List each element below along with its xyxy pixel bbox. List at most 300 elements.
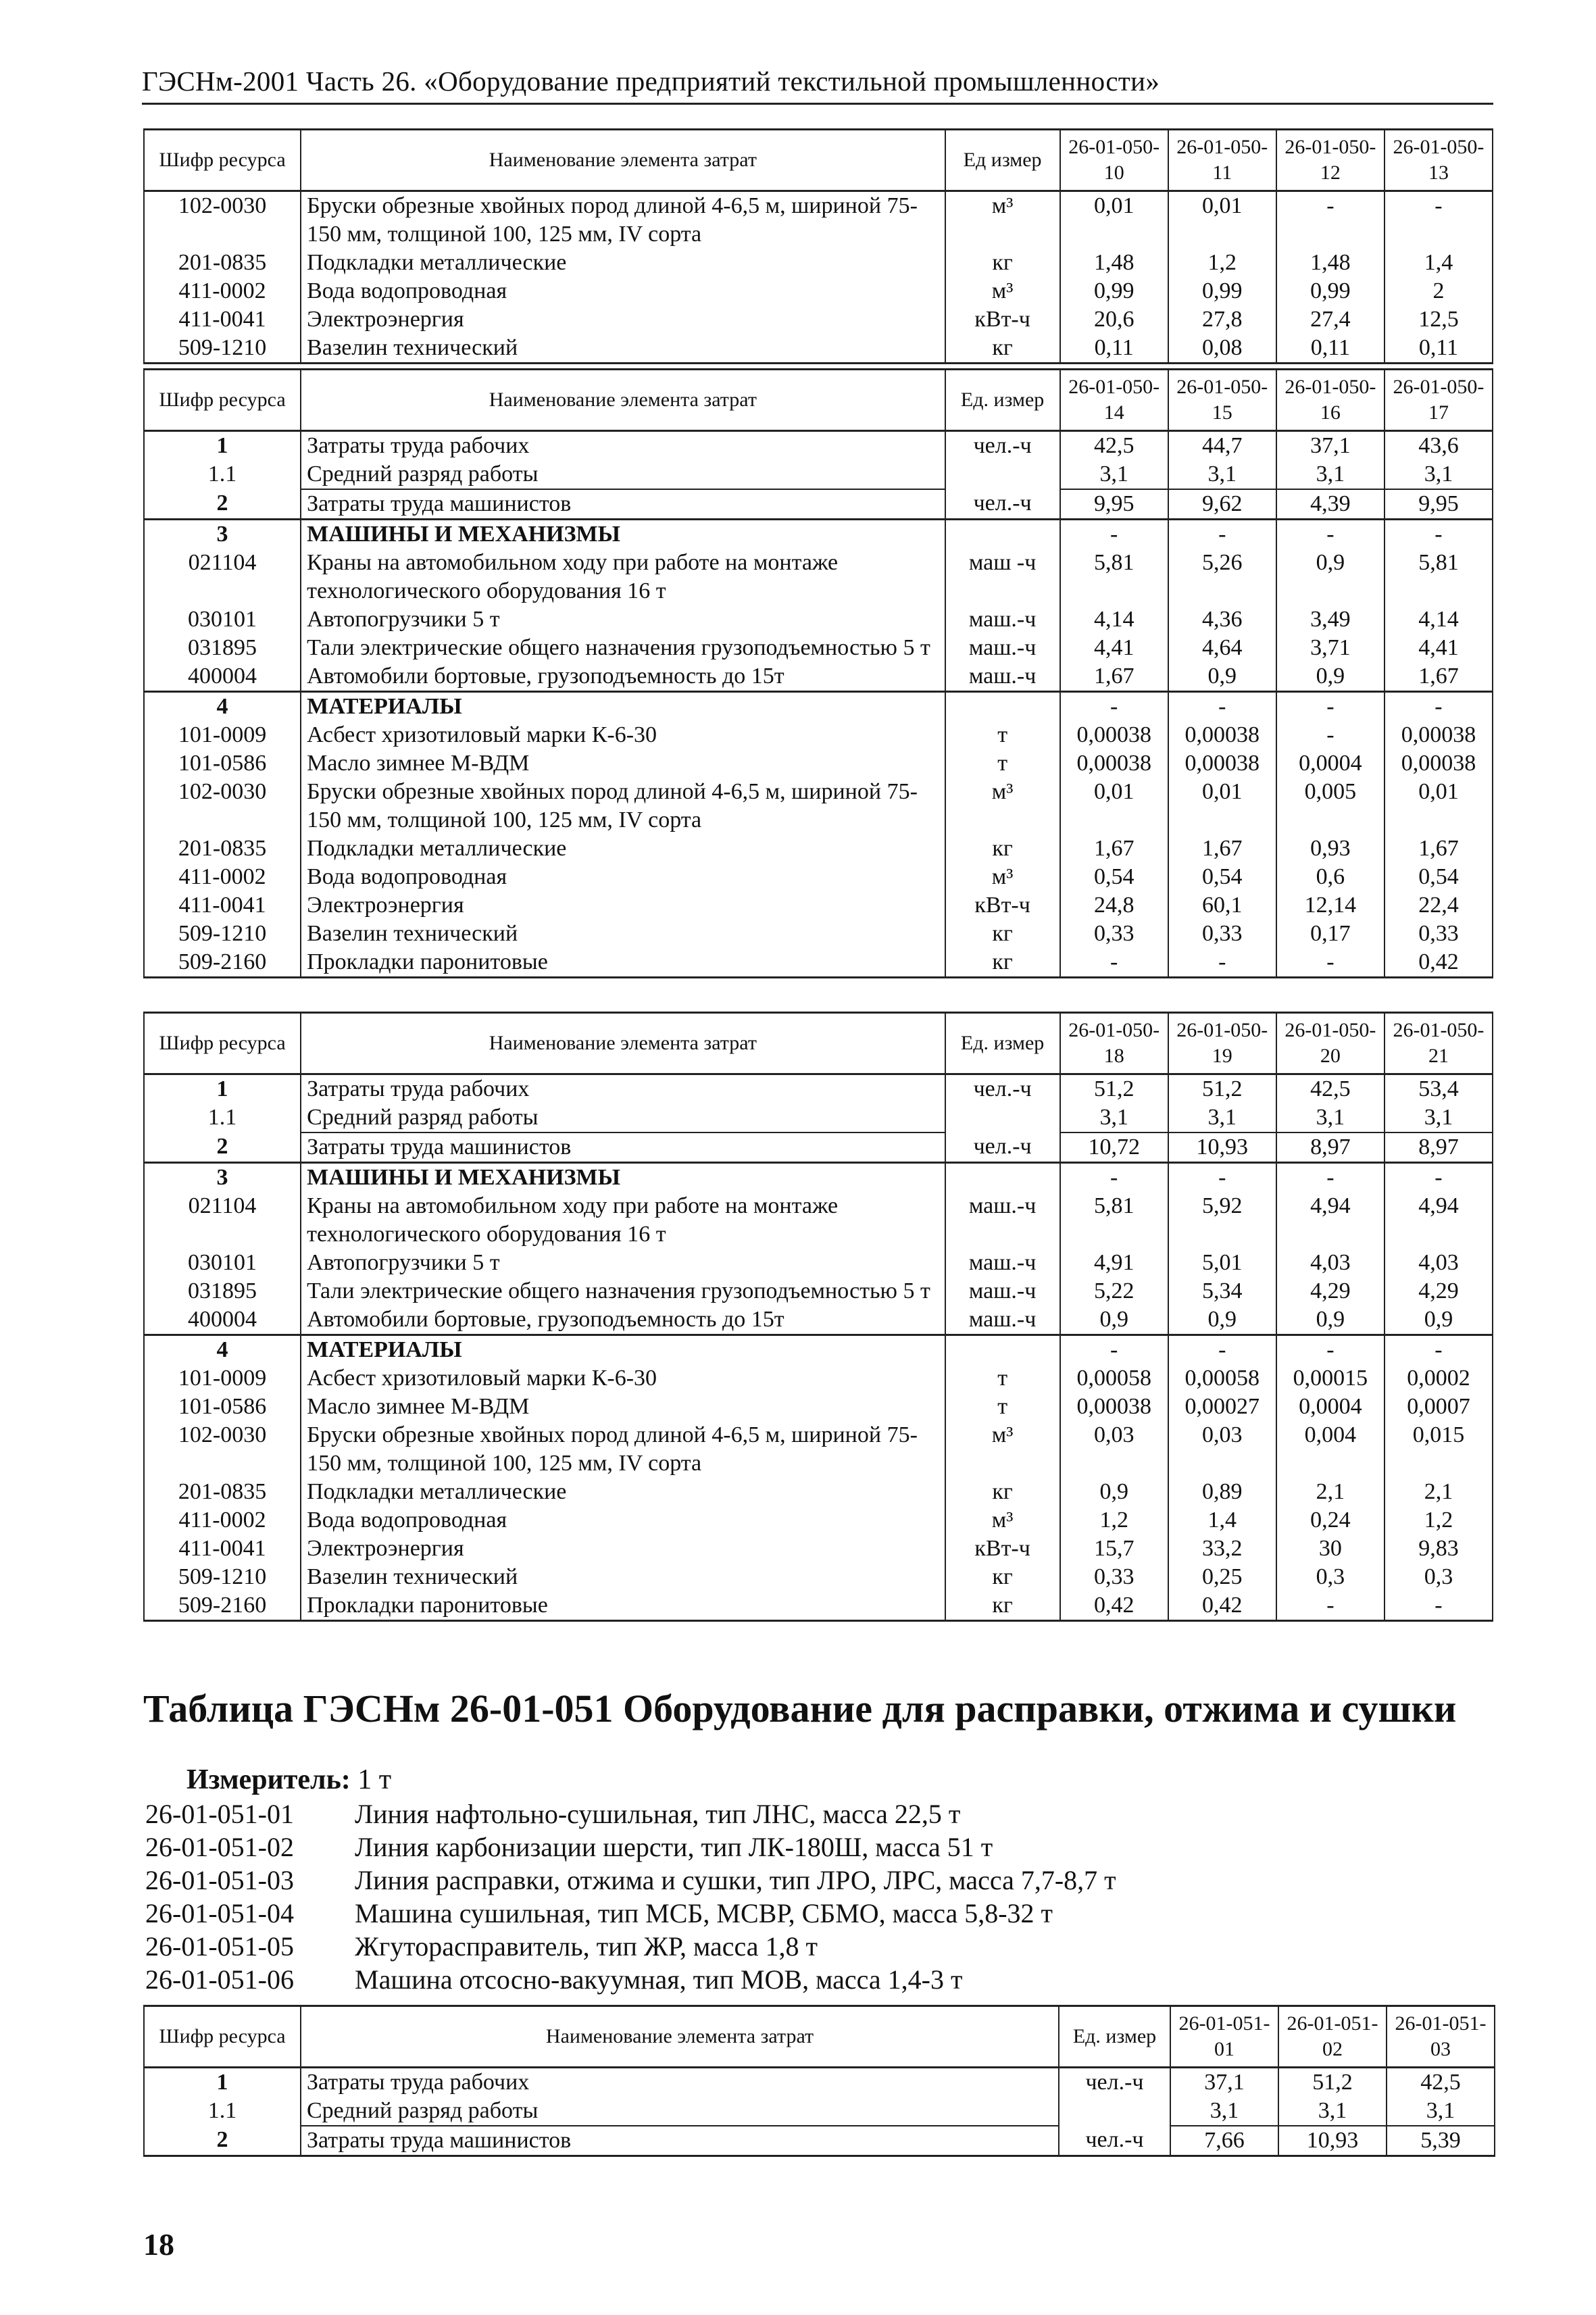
col-header-norm: 26-01-050-20 <box>1276 1013 1385 1074</box>
resource-unit <box>945 1163 1060 1193</box>
resource-name: Асбест хризотиловый марки К-6-30 <box>301 1364 945 1393</box>
norm-value: 0,11 <box>1385 334 1493 364</box>
table-row <box>144 1478 1493 1506</box>
resource-unit: маш.-ч <box>945 1192 1060 1249</box>
norm-value: 5,01 <box>1168 1249 1276 1277</box>
resource-code: 102-0030 <box>144 778 301 835</box>
resource-name: МАШИНЫ И МЕХАНИЗМЫ <box>301 1163 945 1193</box>
norm-value: 5,81 <box>1060 1192 1168 1249</box>
norm-value: 0,0002 <box>1385 1364 1493 1393</box>
resource-name: Бруски обрезные хвойных пород длиной 4-6,5 м, шириной 75-150 мм, толщиной 100, 125 мм, IV сорта <box>301 1421 945 1478</box>
meter-label: Измеритель: <box>186 1764 351 1795</box>
table-row <box>144 721 1493 749</box>
table-row <box>144 431 1493 461</box>
norm-value: 4,14 <box>1385 605 1493 634</box>
norm-code: 26-01-051-04 <box>145 1898 294 1928</box>
resource-unit: кг <box>945 334 1060 364</box>
norm-value: 0,3 <box>1385 1563 1493 1591</box>
norm-value: 33,2 <box>1168 1535 1276 1563</box>
norm-value: 5,81 <box>1385 549 1493 605</box>
table-row <box>144 1506 1493 1535</box>
table-header-row <box>144 2006 1495 2068</box>
norm-value: 0,0004 <box>1276 1393 1385 1421</box>
norm-value: 4,94 <box>1276 1192 1385 1249</box>
norm-value: 0,33 <box>1060 1563 1168 1591</box>
resource-code: 411-0002 <box>144 277 301 305</box>
resource-code: 101-0586 <box>144 1393 301 1421</box>
norm-value: 0,9 <box>1168 662 1276 692</box>
norm-value: 1,48 <box>1060 249 1168 277</box>
norm-value: 2 <box>1385 277 1493 305</box>
norm-value: 2,1 <box>1385 1478 1493 1506</box>
resource-unit: м³ <box>945 1506 1060 1535</box>
norm-value: 0,17 <box>1276 920 1385 948</box>
col-header-code: Шифр ресурса <box>144 1013 301 1074</box>
list-item <box>145 1831 1116 1864</box>
resource-code: 3 <box>144 520 301 549</box>
norm-value: 0,00038 <box>1060 721 1168 749</box>
norm-value: 0,9 <box>1276 549 1385 605</box>
col-header-unit: Ед. измер <box>945 1013 1060 1074</box>
norm-value: 5,34 <box>1168 1277 1276 1305</box>
resource-unit: маш.-ч <box>945 662 1060 692</box>
norm-value: 51,2 <box>1278 2068 1387 2097</box>
norm-value: 5,26 <box>1168 549 1276 605</box>
norm-value: 8,97 <box>1276 1132 1385 1163</box>
norm-value: 3,49 <box>1276 605 1385 634</box>
resource-code: 400004 <box>144 1305 301 1335</box>
resource-name: Автопогрузчики 5 т <box>301 605 945 634</box>
resource-code: 1 <box>144 1074 301 1104</box>
norm-value: 0,11 <box>1060 334 1168 364</box>
resource-code: 509-1210 <box>144 1563 301 1591</box>
resource-code: 101-0009 <box>144 721 301 749</box>
resource-name: МАТЕРИАЛЫ <box>301 1335 945 1365</box>
table-row <box>144 920 1493 948</box>
col-header-unit: Ед. измер <box>1059 2006 1170 2068</box>
col-header-norm: 26-01-050-10 <box>1060 130 1168 191</box>
norm-value: 0,33 <box>1060 920 1168 948</box>
resource-name: Средний разряд работы <box>301 2097 1059 2126</box>
norm-value: 0,6 <box>1276 863 1385 891</box>
norm-value: 0,11 <box>1276 334 1385 364</box>
resource-code: 1 <box>144 431 301 461</box>
col-header-norm: 26-01-050-21 <box>1385 1013 1493 1074</box>
table-row <box>144 1364 1493 1393</box>
resource-name: Автопогрузчики 5 т <box>301 1249 945 1277</box>
norm-value: 1,67 <box>1385 662 1493 692</box>
norm-value: - <box>1276 1163 1385 1193</box>
resource-name: МАТЕРИАЛЫ <box>301 692 945 722</box>
norm-code: 26-01-051-02 <box>145 1832 294 1862</box>
resource-unit: кг <box>945 920 1060 948</box>
table-row <box>144 1421 1493 1478</box>
norm-value: 4,29 <box>1276 1277 1385 1305</box>
resource-code: 031895 <box>144 1277 301 1305</box>
col-header-norm: 26-01-050-18 <box>1060 1013 1168 1074</box>
resource-code: 1.1 <box>144 2097 301 2126</box>
norm-value: 0,00038 <box>1168 721 1276 749</box>
norm-value: 0,54 <box>1168 863 1276 891</box>
norm-value: 1,67 <box>1168 835 1276 863</box>
resource-name: Средний разряд работы <box>301 460 945 489</box>
norm-value: 1,48 <box>1276 249 1385 277</box>
norm-value: 5,81 <box>1060 549 1168 605</box>
norm-value: - <box>1385 1335 1493 1365</box>
norm-value: 0,54 <box>1385 863 1493 891</box>
table-row <box>144 2068 1495 2097</box>
norm-value: 0,0007 <box>1385 1393 1493 1421</box>
resource-unit: маш.-ч <box>945 634 1060 662</box>
norm-value: 0,9 <box>1385 1305 1493 1335</box>
resource-name: Затраты труда машинистов <box>301 1132 945 1163</box>
norm-value: 3,1 <box>1387 2097 1495 2126</box>
resource-name: Электроэнергия <box>301 305 945 334</box>
norm-value: 42,5 <box>1387 2068 1495 2097</box>
resource-name: Средний разряд работы <box>301 1103 945 1132</box>
resource-code: 4 <box>144 692 301 722</box>
table-row <box>144 520 1493 549</box>
norm-value: 51,2 <box>1168 1074 1276 1104</box>
resource-name: Краны на автомобильном ходу при работе на монтаже технологического оборудования 16 т <box>301 549 945 605</box>
norm-value: - <box>1276 692 1385 722</box>
norm-value: 3,1 <box>1276 460 1385 489</box>
resource-name: Затраты труда машинистов <box>301 2126 1059 2156</box>
norm-value: - <box>1385 191 1493 249</box>
norm-value: 0,00058 <box>1060 1364 1168 1393</box>
page-number: 18 <box>143 2227 174 2262</box>
norm-value: 0,005 <box>1276 778 1385 835</box>
resource-name: Подкладки металлические <box>301 249 945 277</box>
col-header-norm: 26-01-050-17 <box>1385 370 1493 431</box>
col-header-norm: 26-01-051-01 <box>1170 2006 1278 2068</box>
resource-name: Бруски обрезные хвойных пород длиной 4-6,5 м, шириной 75-150 мм, толщиной 100, 125 мм, IV сорта <box>301 778 945 835</box>
list-item <box>145 1797 1116 1831</box>
resource-code: 1.1 <box>144 460 301 489</box>
col-header-norm: 26-01-050-15 <box>1168 370 1276 431</box>
norm-value: 10,93 <box>1278 2126 1387 2156</box>
norm-value: 3,1 <box>1276 1103 1385 1132</box>
norm-value: - <box>1168 948 1276 978</box>
table-row <box>144 863 1493 891</box>
norm-text: Жгуторасправитель, тип ЖР, масса 1,8 т <box>355 1931 818 1962</box>
norm-value: 0,93 <box>1276 835 1385 863</box>
resource-code: 201-0835 <box>144 835 301 863</box>
table-row <box>144 2097 1495 2126</box>
norm-value: 7,66 <box>1170 2126 1278 2156</box>
resource-code: 201-0835 <box>144 249 301 277</box>
norm-value: 4,94 <box>1385 1192 1493 1249</box>
norm-value: 0,00038 <box>1168 749 1276 778</box>
resource-unit: кг <box>945 1563 1060 1591</box>
norm-value: 0,0004 <box>1276 749 1385 778</box>
norm-value: 4,14 <box>1060 605 1168 634</box>
norm-value: 0,01 <box>1385 778 1493 835</box>
norm-value: 0,9 <box>1276 662 1385 692</box>
norm-value: 60,1 <box>1168 891 1276 920</box>
table-row <box>144 1163 1493 1193</box>
resource-code: 509-1210 <box>144 334 301 364</box>
norm-value: 9,62 <box>1168 489 1276 520</box>
col-header-unit: Ед измер <box>945 130 1060 191</box>
header-rule <box>142 103 1493 105</box>
norm-value: 0,9 <box>1060 1305 1168 1335</box>
resource-name: Масло зимнее М-ВДМ <box>301 1393 945 1421</box>
norm-value: - <box>1060 1163 1168 1193</box>
resource-name: Масло зимнее М-ВДМ <box>301 749 945 778</box>
resource-table-050-14-17 <box>143 368 1493 978</box>
resource-code: 411-0002 <box>144 1506 301 1535</box>
norm-value: 0,00058 <box>1168 1364 1276 1393</box>
col-header-code: Шифр ресурса <box>144 2006 301 2068</box>
norm-value: - <box>1060 520 1168 549</box>
resource-code: 102-0030 <box>144 191 301 249</box>
resource-code: 1 <box>144 2068 301 2097</box>
resource-code: 4 <box>144 1335 301 1365</box>
table-row <box>144 891 1493 920</box>
resource-unit <box>945 460 1060 489</box>
norm-text: Линия расправки, отжима и сушки, тип ЛРО, ЛРС, масса 7,7-8,7 т <box>355 1865 1116 1895</box>
norm-value: 5,92 <box>1168 1192 1276 1249</box>
norm-value: 24,8 <box>1060 891 1168 920</box>
resource-name: Затраты труда машинистов <box>301 489 945 520</box>
table-row <box>144 191 1493 249</box>
resource-code: 021104 <box>144 1192 301 1249</box>
resource-name: Вазелин технический <box>301 1563 945 1591</box>
norm-value: 1,4 <box>1168 1506 1276 1535</box>
norm-value: 3,1 <box>1170 2097 1278 2126</box>
norm-value: 0,99 <box>1060 277 1168 305</box>
col-header-norm: 26-01-051-02 <box>1278 2006 1387 2068</box>
col-header-norm: 26-01-050-11 <box>1168 130 1276 191</box>
norm-value: - <box>1276 191 1385 249</box>
table-row <box>144 1074 1493 1104</box>
table-row <box>144 1103 1493 1132</box>
resource-code: 101-0009 <box>144 1364 301 1393</box>
norm-value: 0,3 <box>1276 1563 1385 1591</box>
resource-code: 201-0835 <box>144 1478 301 1506</box>
resource-unit <box>1059 2097 1170 2126</box>
resource-unit: кг <box>945 835 1060 863</box>
norm-code: 26-01-051-05 <box>145 1931 294 1962</box>
norm-code: 26-01-051-06 <box>145 1964 294 1995</box>
resource-code: 509-1210 <box>144 920 301 948</box>
norm-value: 0,25 <box>1168 1563 1276 1591</box>
norm-value: 0,42 <box>1385 948 1493 978</box>
col-header-norm: 26-01-050-14 <box>1060 370 1168 431</box>
norm-code: 26-01-051-03 <box>145 1865 294 1895</box>
norm-value: 10,93 <box>1168 1132 1276 1163</box>
table-row <box>144 749 1493 778</box>
norm-text: Машина отсосно-вакуумная, тип МОВ, масса 1,4-3 т <box>355 1964 963 1995</box>
norm-value: 1,2 <box>1168 249 1276 277</box>
resource-unit: кг <box>945 249 1060 277</box>
norm-value: - <box>1276 520 1385 549</box>
norm-value: 9,95 <box>1385 489 1493 520</box>
norm-value: 3,1 <box>1168 460 1276 489</box>
norm-value: 42,5 <box>1060 431 1168 461</box>
norm-value: 0,9 <box>1060 1478 1168 1506</box>
resource-name: Прокладки паронитовые <box>301 1591 945 1621</box>
table-row <box>144 692 1493 722</box>
resource-code: 030101 <box>144 605 301 634</box>
norm-value: 4,29 <box>1385 1277 1493 1305</box>
norm-value: - <box>1060 948 1168 978</box>
resource-code: 2 <box>144 1132 301 1163</box>
resource-code: 509-2160 <box>144 948 301 978</box>
norm-value: 0,01 <box>1168 191 1276 249</box>
resource-name: Вазелин технический <box>301 920 945 948</box>
norm-value: 0,33 <box>1385 920 1493 948</box>
resource-name: Затраты труда рабочих <box>301 431 945 461</box>
resource-unit: м³ <box>945 1421 1060 1478</box>
table-row <box>144 662 1493 692</box>
resource-table-051-01-03 <box>143 2005 1495 2157</box>
resource-unit <box>945 520 1060 549</box>
norm-value: 2,1 <box>1276 1478 1385 1506</box>
norm-text: Линия нафтольно-сушильная, тип ЛНС, масса 22,5 т <box>355 1799 961 1829</box>
norm-value: 1,4 <box>1385 249 1493 277</box>
table-row <box>144 948 1493 978</box>
resource-code: 101-0586 <box>144 749 301 778</box>
col-header-norm: 26-01-051-03 <box>1387 2006 1495 2068</box>
norm-value: 44,7 <box>1168 431 1276 461</box>
norm-value: 53,4 <box>1385 1074 1493 1104</box>
norm-value: 0,99 <box>1168 277 1276 305</box>
col-header-unit: Ед. измер <box>945 370 1060 431</box>
resource-name: Электроэнергия <box>301 1535 945 1563</box>
resource-unit: маш -ч <box>945 549 1060 605</box>
norm-code: 26-01-051-01 <box>145 1799 294 1829</box>
norm-list <box>145 1797 1116 1996</box>
norm-value: 5,22 <box>1060 1277 1168 1305</box>
resource-unit: чел.-ч <box>945 489 1060 520</box>
resource-unit: чел.-ч <box>945 1132 1060 1163</box>
table-row <box>144 1132 1493 1163</box>
norm-value: - <box>1385 692 1493 722</box>
table-row <box>144 2126 1495 2156</box>
resource-code: 509-2160 <box>144 1591 301 1621</box>
col-header-name: Наименование элемента затрат <box>301 370 945 431</box>
resource-code: 411-0041 <box>144 305 301 334</box>
col-header-norm: 26-01-050-19 <box>1168 1013 1276 1074</box>
resource-code: 411-0041 <box>144 1535 301 1563</box>
norm-value: 43,6 <box>1385 431 1493 461</box>
resource-code: 031895 <box>144 634 301 662</box>
norm-value: 4,03 <box>1276 1249 1385 1277</box>
norm-value: 4,39 <box>1276 489 1385 520</box>
table-row <box>144 634 1493 662</box>
resource-unit <box>945 1335 1060 1365</box>
norm-value: 3,1 <box>1278 2097 1387 2126</box>
resource-unit: м³ <box>945 778 1060 835</box>
resource-unit: кг <box>945 948 1060 978</box>
resource-code: 1.1 <box>144 1103 301 1132</box>
resource-unit: кВт-ч <box>945 305 1060 334</box>
norm-value: - <box>1168 1163 1276 1193</box>
resource-unit: т <box>945 1364 1060 1393</box>
resource-code: 411-0002 <box>144 863 301 891</box>
resource-name: Вода водопроводная <box>301 863 945 891</box>
resource-name: Вода водопроводная <box>301 277 945 305</box>
norm-value: 3,1 <box>1168 1103 1276 1132</box>
norm-value: 10,72 <box>1060 1132 1168 1163</box>
norm-value: 9,95 <box>1060 489 1168 520</box>
norm-value: 4,41 <box>1385 634 1493 662</box>
norm-value: 0,00027 <box>1168 1393 1276 1421</box>
resource-code: 2 <box>144 489 301 520</box>
norm-value: 12,5 <box>1385 305 1493 334</box>
col-header-norm: 26-01-050-12 <box>1276 130 1385 191</box>
norm-value: 0,015 <box>1385 1421 1493 1478</box>
norm-value: 3,1 <box>1060 460 1168 489</box>
norm-value: 0,00038 <box>1060 749 1168 778</box>
resource-unit: т <box>945 749 1060 778</box>
norm-value: 27,4 <box>1276 305 1385 334</box>
table-header-row <box>144 130 1493 191</box>
norm-value: 0,08 <box>1168 334 1276 364</box>
resource-name: Тали электрические общего назначения грузоподъемностью 5 т <box>301 1277 945 1305</box>
norm-value: 37,1 <box>1276 431 1385 461</box>
norm-value: 0,33 <box>1168 920 1276 948</box>
norm-value: 0,42 <box>1060 1591 1168 1621</box>
norm-value: 0,9 <box>1276 1305 1385 1335</box>
table-row <box>144 1563 1493 1591</box>
table-row <box>144 1192 1493 1249</box>
norm-value: 0,00038 <box>1060 1393 1168 1421</box>
resource-code: 030101 <box>144 1249 301 1277</box>
norm-value: 4,91 <box>1060 1249 1168 1277</box>
list-item <box>145 1930 1116 1963</box>
norm-value: 3,71 <box>1276 634 1385 662</box>
resource-name: Автомобили бортовые, грузоподъемность до 15т <box>301 662 945 692</box>
resource-unit: м³ <box>945 191 1060 249</box>
norm-value: - <box>1385 1591 1493 1621</box>
resource-unit: чел.-ч <box>1059 2126 1170 2156</box>
col-header-norm: 26-01-050-13 <box>1385 130 1493 191</box>
resource-name: Вода водопроводная <box>301 1506 945 1535</box>
norm-value: - <box>1060 692 1168 722</box>
resource-unit: маш.-ч <box>945 1249 1060 1277</box>
norm-value: - <box>1060 1335 1168 1365</box>
resource-code: 102-0030 <box>144 1421 301 1478</box>
resource-code: 3 <box>144 1163 301 1193</box>
norm-value: 8,97 <box>1385 1132 1493 1163</box>
norm-text: Машина сушильная, тип МСБ, МСВР, СБМО, масса 5,8-32 т <box>355 1898 1053 1928</box>
norm-value: 3,1 <box>1060 1103 1168 1132</box>
table-row <box>144 1535 1493 1563</box>
resource-name: Автомобили бортовые, грузоподъемность до 15т <box>301 1305 945 1335</box>
norm-value: 0,89 <box>1168 1478 1276 1506</box>
resource-unit: т <box>945 1393 1060 1421</box>
norm-value: 0,00015 <box>1276 1364 1385 1393</box>
resource-name: Электроэнергия <box>301 891 945 920</box>
norm-value: 30 <box>1276 1535 1385 1563</box>
norm-value: 0,03 <box>1060 1421 1168 1478</box>
norm-value: - <box>1168 1335 1276 1365</box>
resource-code: 411-0041 <box>144 891 301 920</box>
table-row <box>144 249 1493 277</box>
resource-table-050-18-21 <box>143 1012 1493 1622</box>
resource-unit: кг <box>945 1591 1060 1621</box>
norm-value: 1,2 <box>1060 1506 1168 1535</box>
col-header-name: Наименование элемента затрат <box>301 130 945 191</box>
resource-code: 2 <box>144 2126 301 2156</box>
norm-value: 3,1 <box>1385 460 1493 489</box>
resource-unit: чел.-ч <box>945 1074 1060 1104</box>
resource-name: Асбест хризотиловый марки К-6-30 <box>301 721 945 749</box>
norm-value: 0,54 <box>1060 863 1168 891</box>
